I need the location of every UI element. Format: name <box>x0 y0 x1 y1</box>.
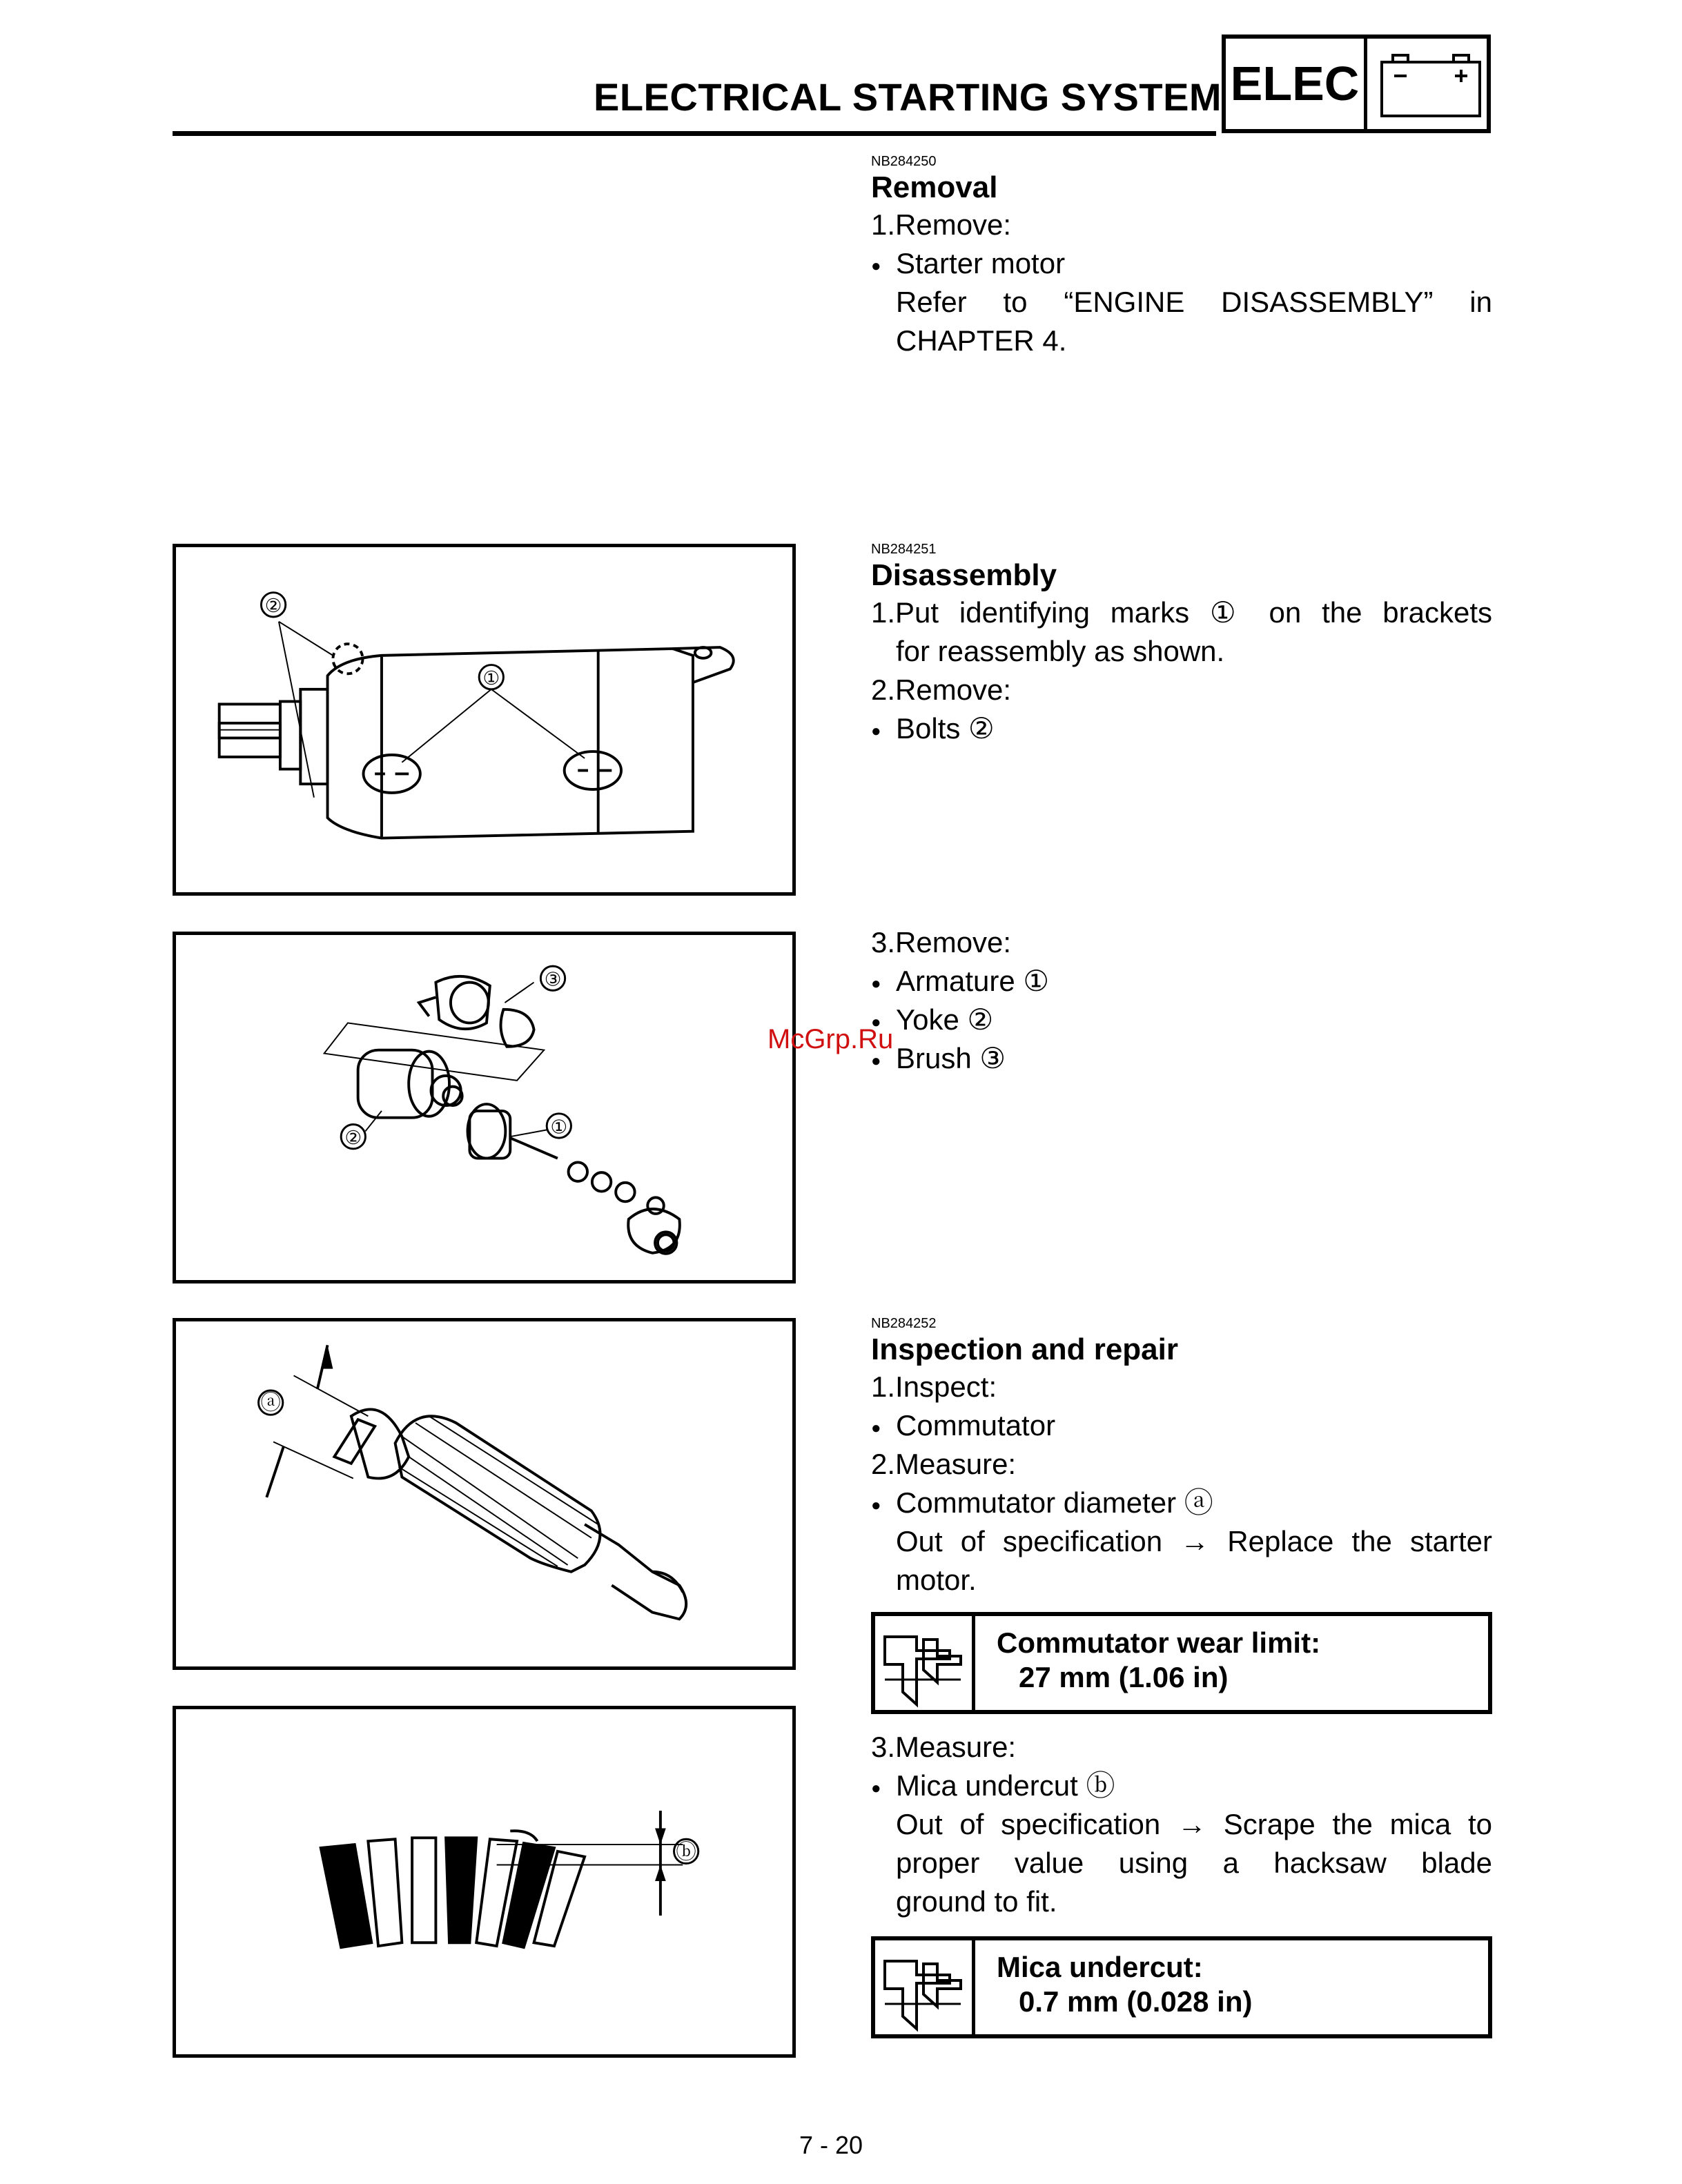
disassembly-bullet-yoke: ● Yoke ② <box>871 1001 1492 1039</box>
fig4-callout-b: ⓑ <box>676 1840 696 1864</box>
inspection-section-2 <box>871 1728 1492 1921</box>
inspection-bullet-mica-undercut: ● Mica undercut ⓑ <box>871 1767 1492 1805</box>
spec-1-label: Commutator wear limit: <box>997 1626 1321 1659</box>
inspection-bullet-commutator: ● Commutator <box>871 1406 1492 1445</box>
disassembly-code: NB284251 <box>871 542 937 557</box>
caliper-icon <box>875 1616 975 1710</box>
fig2-callout-2: ② <box>344 1126 362 1148</box>
inspection-heading: Inspection and repair <box>871 1332 1178 1366</box>
disassembly-section-2 <box>871 923 1492 1078</box>
spec-1-value: 27 mm (1.06 in) <box>1019 1661 1229 1693</box>
figure-exploded-starter <box>173 932 796 1283</box>
removal-note-line-1: Refer to “ENGINE DISASSEMBLY” in <box>896 286 1492 318</box>
fig1-callout-1: ① <box>482 667 500 689</box>
inspection-note-1-line-2: motor. <box>896 1564 977 1596</box>
armature-illustration <box>176 1321 792 1666</box>
starter-motor-illustration <box>176 547 792 892</box>
disassembly-step-1-line-1: 1.Put identifying marks ① on the brackets <box>871 596 1492 629</box>
inspection-note-2-line-3: ground to fit. <box>896 1885 1057 1918</box>
caliper-icon <box>875 1940 975 2034</box>
inspection-code: NB284252 <box>871 1316 937 1331</box>
inspection-step-1: 1.Inspect: <box>871 1370 997 1403</box>
header-rule <box>173 131 1216 136</box>
page-number: 7 - 20 <box>799 2131 863 2159</box>
watermark: McGrp.Ru <box>767 1024 894 1054</box>
removal-step-1: 1.Remove: <box>871 208 1012 241</box>
spec-2-label: Mica undercut: <box>997 1951 1203 1983</box>
spec-2-value: 0.7 mm (0.028 in) <box>1019 1985 1253 2018</box>
disassembly-step-2: 2.Remove: <box>871 673 1012 706</box>
disassembly-step-1-line-2: for reassembly as shown. <box>896 635 1225 667</box>
spec-box-commutator-wear-limit <box>871 1612 1492 1714</box>
fig1-callout-2: ② <box>264 595 282 617</box>
page-title: ELECTRICAL STARTING SYSTEM <box>594 75 1222 119</box>
battery-icon <box>1379 52 1483 118</box>
inspection-note-1-line-1: Out of specification → Replace the starter <box>896 1525 1492 1557</box>
disassembly-section <box>871 541 1492 748</box>
removal-code: NB284250 <box>871 154 937 169</box>
inspection-step-2: 2.Measure: <box>871 1448 1017 1480</box>
disassembly-heading: Disassembly <box>871 558 1057 592</box>
inspection-section <box>871 1315 1492 1600</box>
mica-undercut-illustration <box>176 1709 792 2054</box>
fig2-callout-3: ③ <box>544 968 562 990</box>
spec-box-mica-undercut <box>871 1936 1492 2038</box>
removal-note-line-2: CHAPTER 4. <box>896 324 1067 357</box>
figure-commutator-diameter <box>173 1318 796 1670</box>
removal-section <box>871 153 1492 360</box>
elec-badge-label: ELEC <box>1226 39 1367 129</box>
figure-mica-undercut <box>173 1706 796 2058</box>
disassembly-bullet-armature: ● Armature ① <box>871 962 1492 1001</box>
figure-starter-motor-marks <box>173 544 796 896</box>
inspection-bullet-commutator-diameter: ● Commutator diameter ⓐ <box>871 1484 1492 1522</box>
removal-bullet-starter-motor: ● Starter motor <box>871 244 1492 283</box>
disassembly-bullet-brush: ● Brush ③ <box>871 1039 1492 1078</box>
disassembly-step-3: 3.Remove: <box>871 926 1012 958</box>
exploded-starter-illustration <box>176 935 792 1280</box>
inspection-note-2-line-1: Out of specification → Scrape the mica to <box>896 1808 1492 1840</box>
removal-heading: Removal <box>871 170 998 204</box>
fig3-callout-a: ⓐ <box>260 1391 281 1415</box>
inspection-step-3: 3.Measure: <box>871 1731 1017 1763</box>
fig2-callout-1: ① <box>550 1116 568 1138</box>
inspection-note-2-line-2: proper value using a hacksaw blade <box>896 1847 1492 1879</box>
elec-badge <box>1222 35 1491 133</box>
disassembly-bullet-bolts: ● Bolts ② <box>871 709 1492 748</box>
